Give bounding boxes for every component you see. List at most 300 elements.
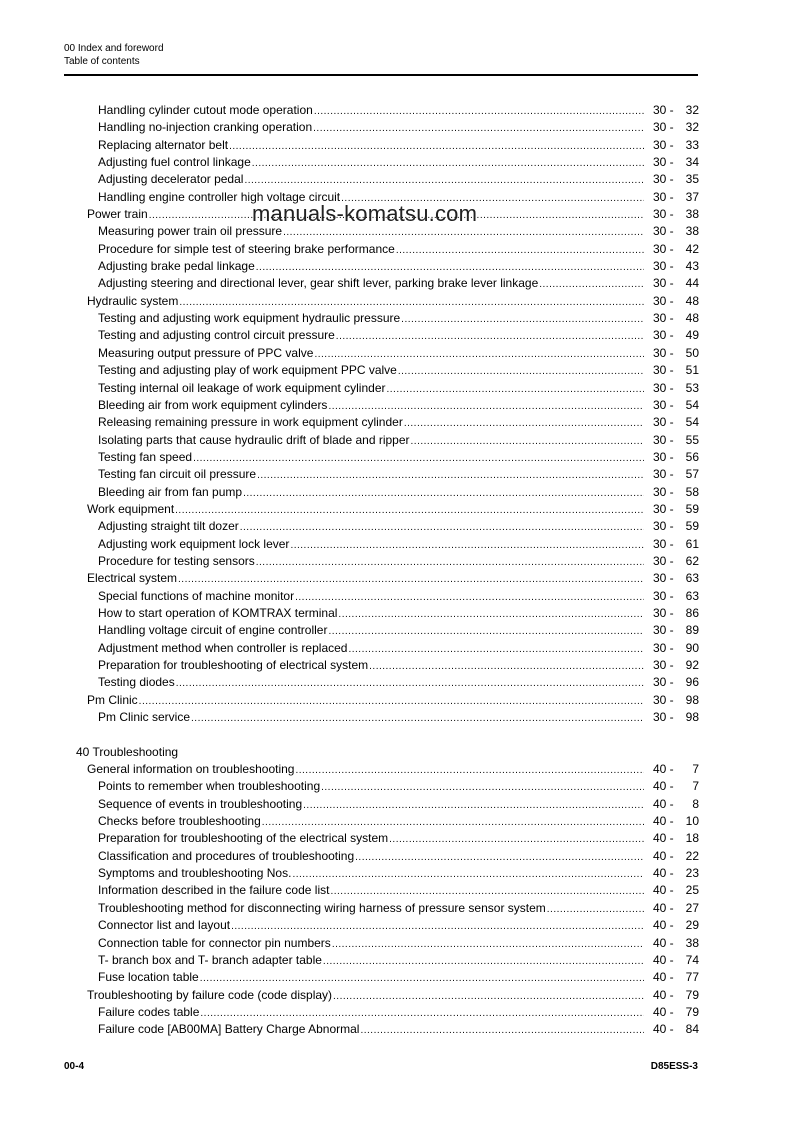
toc-chapter-number: 30 - [653, 207, 674, 222]
toc-entry[interactable] [0, 536, 794, 553]
toc-chapter-number: 30 - [653, 276, 674, 291]
toc-chapter-number: 40 - [653, 883, 674, 898]
toc-entry-title: Bleeding air from fan pump [98, 484, 243, 499]
toc-entry[interactable] [0, 293, 794, 310]
toc-entry[interactable] [0, 813, 794, 830]
toc-page-number: 62 [685, 553, 699, 568]
toc-entry-title: Connection table for connector pin numbers [98, 935, 331, 950]
toc-entry-title-group [98, 397, 644, 415]
toc-page-ref [653, 397, 699, 414]
toc-page-ref [653, 154, 699, 171]
toc-entry-title: Measuring output pressure of PPC valve [98, 345, 314, 360]
toc-entry[interactable] [0, 484, 794, 501]
toc-chapter-number: 30 - [653, 241, 674, 256]
toc-page-number: 32 [685, 103, 699, 117]
toc-entry[interactable] [0, 674, 794, 691]
toc-page-ref [653, 327, 699, 344]
toc-chapter-number: 40 - [653, 987, 674, 1002]
toc-entry-title: General information on troubleshooting [87, 762, 295, 777]
dot-leader [295, 762, 644, 779]
toc-entry[interactable] [0, 865, 794, 882]
toc-page-number: 57 [685, 467, 699, 482]
toc-entry-title-group [98, 484, 644, 502]
toc-chapter-number: 40 - [653, 918, 674, 933]
toc-chapter-number: 40 - [653, 848, 674, 863]
toc-entry-title-group [98, 119, 644, 137]
dot-leader [323, 953, 644, 970]
toc-page-ref [653, 241, 699, 258]
toc-entry[interactable] [0, 345, 794, 362]
toc-page-ref [653, 657, 699, 674]
toc-chapter-number: 40 - [653, 1004, 674, 1019]
toc-entry-title-group [98, 275, 644, 293]
toc-entry[interactable] [0, 241, 794, 258]
toc-entry-title: Adjustment method when controller is replaced [98, 640, 348, 655]
toc-chapter-number: 30 - [653, 449, 674, 464]
toc-entry[interactable] [0, 709, 794, 726]
toc-entry-title-group [98, 466, 644, 484]
toc-entry[interactable] [0, 917, 794, 934]
dot-leader [332, 936, 644, 953]
dot-leader [330, 883, 644, 900]
toc-page-number: 53 [685, 380, 699, 395]
toc-entry-title: Classification and procedures of troubleshooting [98, 848, 355, 863]
toc-entry-title: Troubleshooting method for disconnecting wiring harness of pressure sensor system [98, 900, 546, 915]
toc-entry-title: Points to remember when troubleshooting [98, 779, 321, 794]
toc-entry[interactable] [0, 761, 794, 778]
section-spacer [0, 726, 794, 743]
toc-entry-title: Information described in the failure code list [98, 883, 330, 898]
toc-page-number: 59 [685, 501, 699, 516]
toc-chapter-number: 40 - [653, 762, 674, 777]
toc-entry[interactable] [0, 1021, 794, 1038]
toc-entry[interactable] [0, 119, 794, 136]
toc-page-ref [653, 570, 699, 587]
toc-chapter-number: 30 - [653, 675, 674, 690]
toc-entry-title-group [98, 154, 644, 172]
toc-entry-title: Connector list and layout [98, 918, 231, 933]
toc-page-number: 77 [685, 970, 699, 985]
toc-entry-title-group [98, 882, 644, 900]
page-header [64, 42, 698, 68]
toc-chapter-number: 30 - [653, 345, 674, 360]
toc-chapter-number: 40 - [653, 970, 674, 985]
dot-leader [333, 988, 644, 1005]
toc-page-ref [653, 952, 699, 969]
toc-page-number: 92 [685, 658, 699, 672]
toc-entry-title-group [87, 761, 644, 779]
dot-leader [328, 623, 644, 640]
dot-leader [257, 467, 644, 484]
toc-page-ref [653, 796, 699, 813]
toc-entry[interactable] [0, 657, 794, 674]
toc-entry-title: Fuse location table [98, 970, 199, 985]
toc-chapter-number: 40 - [653, 866, 674, 881]
toc-entry-title-group [98, 796, 644, 814]
toc-page-number: 18 [685, 831, 699, 846]
toc-chapter-number: 30 - [653, 640, 674, 655]
toc-chapter-number: 40 - [653, 952, 674, 967]
dot-leader [292, 866, 644, 883]
toc-entry-title-group [98, 657, 644, 675]
dot-leader [321, 779, 644, 796]
dot-leader [411, 433, 644, 450]
toc-entry-title-group [98, 969, 644, 987]
toc-entry[interactable] [0, 778, 794, 795]
toc-chapter-number: 30 - [653, 259, 674, 274]
toc-chapter-number: 30 - [653, 155, 674, 170]
toc-chapter-number: 30 - [653, 623, 674, 638]
toc-page-ref [653, 778, 699, 795]
toc-entry-title: Testing internal oil leakage of work equipment cylinder [98, 380, 386, 395]
toc-entry-title: Isolating parts that cause hydraulic drift of blade and ripper [98, 432, 410, 447]
toc-entry-title: Symptoms and troubleshooting Nos. [98, 866, 292, 881]
toc-entry-title-group [98, 553, 644, 571]
toc-page-ref [653, 1021, 699, 1038]
toc-entry[interactable] [0, 1004, 794, 1021]
toc-page-number: 79 [685, 1004, 699, 1019]
toc-page-ref [653, 362, 699, 379]
toc-page-number: 50 [685, 345, 699, 360]
toc-entry-title-group [98, 518, 644, 536]
toc-page-number: 34 [685, 155, 699, 170]
toc-entry[interactable] [0, 796, 794, 813]
toc-entry[interactable] [0, 622, 794, 639]
toc-entry[interactable] [0, 987, 794, 1004]
dot-leader [336, 328, 644, 345]
toc-entry-title: Adjusting decelerator pedal [98, 172, 244, 187]
toc-page-number: 23 [685, 866, 699, 881]
dot-leader [193, 450, 644, 467]
toc-page-number: 44 [685, 276, 699, 291]
toc-chapter-number: 40 - [653, 900, 674, 915]
toc-entry[interactable] [0, 449, 794, 466]
toc-entry-title: Measuring power train oil pressure [98, 224, 283, 239]
toc-chapter-number: 30 - [653, 501, 674, 516]
toc-entry-title: Handling voltage circuit of engine controller [98, 623, 328, 638]
toc-entry[interactable] [0, 258, 794, 275]
toc-chapter-number: 30 - [653, 658, 674, 672]
dot-leader [175, 502, 644, 519]
toc-entry-title-group [87, 293, 644, 311]
dot-leader [303, 797, 644, 814]
toc-entry[interactable] [0, 640, 794, 657]
toc-chapter-number: 30 - [653, 692, 674, 707]
dot-leader [200, 970, 644, 987]
toc-entry-title: Testing and adjusting play of work equipment PPC valve [98, 363, 397, 378]
toc-page-ref [653, 310, 699, 327]
toc-page-ref [653, 206, 699, 223]
dot-leader [355, 849, 644, 866]
toc-page-number: 63 [685, 571, 699, 586]
toc-page-number: 55 [685, 432, 699, 447]
toc-chapter-number: 30 - [653, 519, 674, 534]
toc-entry[interactable] [0, 154, 794, 171]
toc-entry-title-group [98, 917, 644, 935]
toc-page-number: 61 [685, 536, 699, 551]
section-title: 00 Index and foreword [64, 43, 164, 54]
toc-page-ref [653, 102, 699, 119]
toc-chapter-number: 30 - [653, 588, 674, 603]
toc-page-number: 89 [685, 623, 699, 638]
toc-entry-title-group [98, 258, 644, 276]
toc-entry-title: Procedure for testing sensors [98, 553, 255, 568]
toc-entry-title-group [98, 449, 644, 467]
toc-entry[interactable] [0, 553, 794, 570]
footer-model: D85ESS-3 [650, 1061, 698, 1072]
toc-entry-title: Power train [87, 207, 148, 222]
toc-entry-title: Preparation for troubleshooting of the electrical system [98, 831, 389, 846]
toc-page-ref [653, 432, 699, 449]
toc-entry-title-group [98, 102, 644, 120]
toc-entry[interactable] [0, 848, 794, 865]
toc-page-ref [653, 987, 699, 1004]
toc-entry-title-group [98, 241, 644, 259]
toc-entry[interactable] [0, 380, 794, 397]
toc-chapter-number: 30 - [653, 380, 674, 395]
toc-entry-title-group [98, 1021, 644, 1039]
dot-leader [539, 276, 644, 293]
toc-entry-title-group [98, 137, 644, 155]
toc-page-ref [653, 1004, 699, 1021]
toc-chapter-number: 30 - [653, 415, 674, 430]
toc-entry-title: Special functions of machine monitor [98, 588, 295, 603]
dot-leader [200, 1005, 644, 1022]
toc-entry[interactable] [0, 882, 794, 899]
dot-leader [178, 571, 644, 588]
toc-entry-title: How to start operation of KOMTRAX terminal [98, 605, 338, 620]
toc-chapter-number: 30 - [653, 311, 674, 326]
toc-chapter-number: 40 - [653, 796, 674, 811]
toc-entry[interactable] [0, 501, 794, 518]
toc-page-number: 32 [685, 120, 699, 135]
dot-leader [313, 120, 644, 137]
toc-page-ref [653, 258, 699, 275]
toc-entry[interactable] [0, 900, 794, 917]
toc-entry-title-group [98, 345, 644, 363]
toc-entry-title-group [98, 1004, 644, 1022]
toc-page-number: 25 [685, 883, 699, 898]
toc-page-number: 51 [685, 363, 699, 378]
toc-entry[interactable] [0, 952, 794, 969]
toc-chapter-number: 30 - [653, 571, 674, 586]
toc-entry-title-group [98, 536, 644, 554]
toc-chapter-number: 40 - [653, 814, 674, 829]
toc-entry[interactable] [0, 570, 794, 587]
toc-page-ref [653, 709, 699, 726]
dot-leader [229, 138, 644, 155]
toc-entry-title: Preparation for troubleshooting of electrical system [98, 658, 369, 672]
toc-entry-title: Work equipment [87, 501, 175, 516]
toc-chapter-number: 30 - [653, 172, 674, 187]
toc-entry-title-group [98, 362, 644, 380]
toc-entry-title: Failure code [AB00MA] Battery Charge Abnormal [98, 1022, 360, 1037]
toc-entry-title: Pm Clinic service [98, 710, 191, 725]
toc-chapter-number: 30 - [653, 137, 674, 152]
toc-page-number: 79 [685, 987, 699, 1002]
toc-chapter-number: 40 - [653, 935, 674, 950]
toc-entry-title: Testing and adjusting control circuit pressure [98, 328, 335, 343]
toc-page-number: 74 [685, 952, 699, 967]
toc-entry[interactable] [0, 830, 794, 847]
dot-leader [252, 155, 644, 172]
toc-entry-title-group [98, 622, 644, 640]
toc-entry-title-group [87, 692, 644, 710]
toc-entry[interactable] [0, 102, 794, 119]
dot-leader [179, 294, 644, 311]
dot-leader [360, 1022, 644, 1039]
toc-page-number: 84 [685, 1022, 699, 1037]
toc-chapter-number: 30 - [653, 536, 674, 551]
toc-page-ref [653, 275, 699, 292]
dot-leader [256, 259, 644, 276]
toc-entry-title: Handling engine controller high voltage circuit [98, 189, 341, 204]
toc-page-number: 98 [685, 692, 699, 707]
toc-entry-title-group [98, 171, 644, 189]
toc-page-ref [653, 882, 699, 899]
toc-page-ref [653, 692, 699, 709]
toc-chapter-number: 30 - [653, 605, 674, 620]
dot-leader [369, 658, 644, 675]
toc-page-ref [653, 345, 699, 362]
dot-leader [176, 675, 644, 692]
toc-page-ref [653, 189, 699, 206]
toc-page-ref [653, 900, 699, 917]
toc-page-number: 42 [685, 241, 699, 256]
toc-entry[interactable] [0, 414, 794, 431]
toc-entry-title-group [98, 640, 644, 658]
toc-entry[interactable] [0, 397, 794, 414]
toc-page-number: 54 [685, 397, 699, 412]
toc-entry-title: Testing fan circuit oil pressure [98, 467, 257, 482]
toc-chapter-number: 30 - [653, 397, 674, 412]
dot-leader [398, 363, 644, 380]
dot-leader [314, 103, 644, 120]
toc-entry[interactable] [0, 466, 794, 483]
toc-page-number: 48 [685, 293, 699, 308]
toc-entry-title-group [87, 570, 644, 588]
toc-page-number: 48 [685, 311, 699, 326]
toc-chapter-number: 40 - [653, 779, 674, 794]
toc-page-number: 38 [685, 224, 699, 239]
toc-chapter-number: 30 - [653, 710, 674, 725]
toc-page-ref [653, 830, 699, 847]
dot-leader [401, 311, 644, 328]
toc-page-number: 29 [685, 918, 699, 933]
toc-page-number: 98 [685, 710, 699, 725]
toc-page-ref [653, 119, 699, 136]
toc-page-number: 56 [685, 449, 699, 464]
toc-entry[interactable] [0, 605, 794, 622]
table-of-contents [0, 102, 794, 1039]
toc-chapter-number: 30 - [653, 553, 674, 568]
toc-page-ref [653, 449, 699, 466]
toc-chapter-number: 30 - [653, 432, 674, 447]
toc-page-number: 37 [685, 189, 699, 204]
toc-entry[interactable] [0, 935, 794, 952]
toc-entry-title: Testing diodes [98, 675, 175, 690]
toc-page-number: 35 [685, 172, 699, 187]
toc-entry[interactable] [0, 171, 794, 188]
toc-page-ref [653, 588, 699, 605]
dot-leader [328, 398, 644, 415]
toc-entry-title-group [98, 813, 644, 831]
toc-entry-title: Adjusting fuel control linkage [98, 155, 251, 170]
toc-entry-title: Testing fan speed [98, 449, 193, 464]
toc-entry[interactable] [0, 275, 794, 292]
toc-chapter-number: 30 - [653, 120, 674, 135]
toc-entry-title-group [87, 501, 644, 519]
toc-page-number: 22 [685, 848, 699, 863]
toc-entry[interactable] [0, 588, 794, 605]
toc-entry-title-group [98, 865, 644, 883]
toc-entry-title: Electrical system [87, 571, 178, 586]
toc-entry-title-group [98, 588, 644, 606]
toc-page-number: 49 [685, 328, 699, 343]
toc-entry-title: Adjusting brake pedal linkage [98, 259, 255, 274]
toc-entry-title: Checks before troubleshooting [98, 814, 261, 829]
toc-chapter-number: 40 - [653, 831, 674, 846]
toc-entry-title: Adjusting steering and directional lever, gear shift lever, parking brake lever linkage [98, 276, 539, 291]
dot-leader [348, 641, 644, 658]
toc-page-ref [653, 865, 699, 882]
toc-page-number: 8 [692, 796, 699, 811]
toc-page-ref [653, 380, 699, 397]
toc-page-number: 10 [685, 814, 699, 829]
toc-entry-title-group [98, 310, 644, 328]
toc-entry-title: Replacing alternator belt [98, 137, 229, 152]
toc-section-40 [0, 761, 794, 1039]
toc-page-number: 59 [685, 519, 699, 534]
toc-page-number: 33 [685, 137, 699, 152]
toc-entry-title: Troubleshooting by failure code (code display) [87, 987, 333, 1002]
toc-entry[interactable] [0, 969, 794, 986]
toc-entry[interactable] [0, 327, 794, 344]
toc-entry[interactable] [0, 310, 794, 327]
toc-entry[interactable] [0, 518, 794, 535]
toc-entry-title-group [98, 674, 644, 692]
dot-leader [243, 485, 644, 502]
dot-leader [547, 901, 644, 918]
toc-page-ref [653, 969, 699, 986]
toc-entry-title: Adjusting work equipment lock lever [98, 536, 290, 551]
toc-chapter-number: 30 - [653, 103, 674, 117]
toc-chapter-number: 30 - [653, 484, 674, 499]
toc-entry-title: Handling cylinder cutout mode operation [98, 103, 313, 117]
watermark: manuals-komatsu.com [252, 201, 478, 226]
toc-page-number: 27 [685, 900, 699, 915]
toc-entry-title: Handling no-injection cranking operation [98, 120, 313, 135]
toc-entry[interactable] [0, 362, 794, 379]
page-subtitle: Table of contents [64, 56, 140, 67]
toc-page-ref [653, 553, 699, 570]
toc-entry[interactable] [0, 432, 794, 449]
dot-leader [295, 589, 644, 606]
toc-entry-title-group [98, 414, 644, 432]
dot-leader [338, 606, 644, 623]
dot-leader [404, 415, 644, 432]
toc-entry[interactable] [0, 137, 794, 154]
toc-entry-title: T- branch box and T- branch adapter table [98, 952, 322, 967]
toc-entry-title-group [98, 830, 644, 848]
toc-entry[interactable] [0, 692, 794, 709]
toc-chapter-number: 30 - [653, 328, 674, 343]
toc-entry-title-group [98, 380, 644, 398]
toc-entry-title: Hydraulic system [87, 293, 179, 308]
footer-page-number: 00-4 [64, 1061, 85, 1072]
toc-page-ref [653, 536, 699, 553]
toc-page-ref [653, 414, 699, 431]
